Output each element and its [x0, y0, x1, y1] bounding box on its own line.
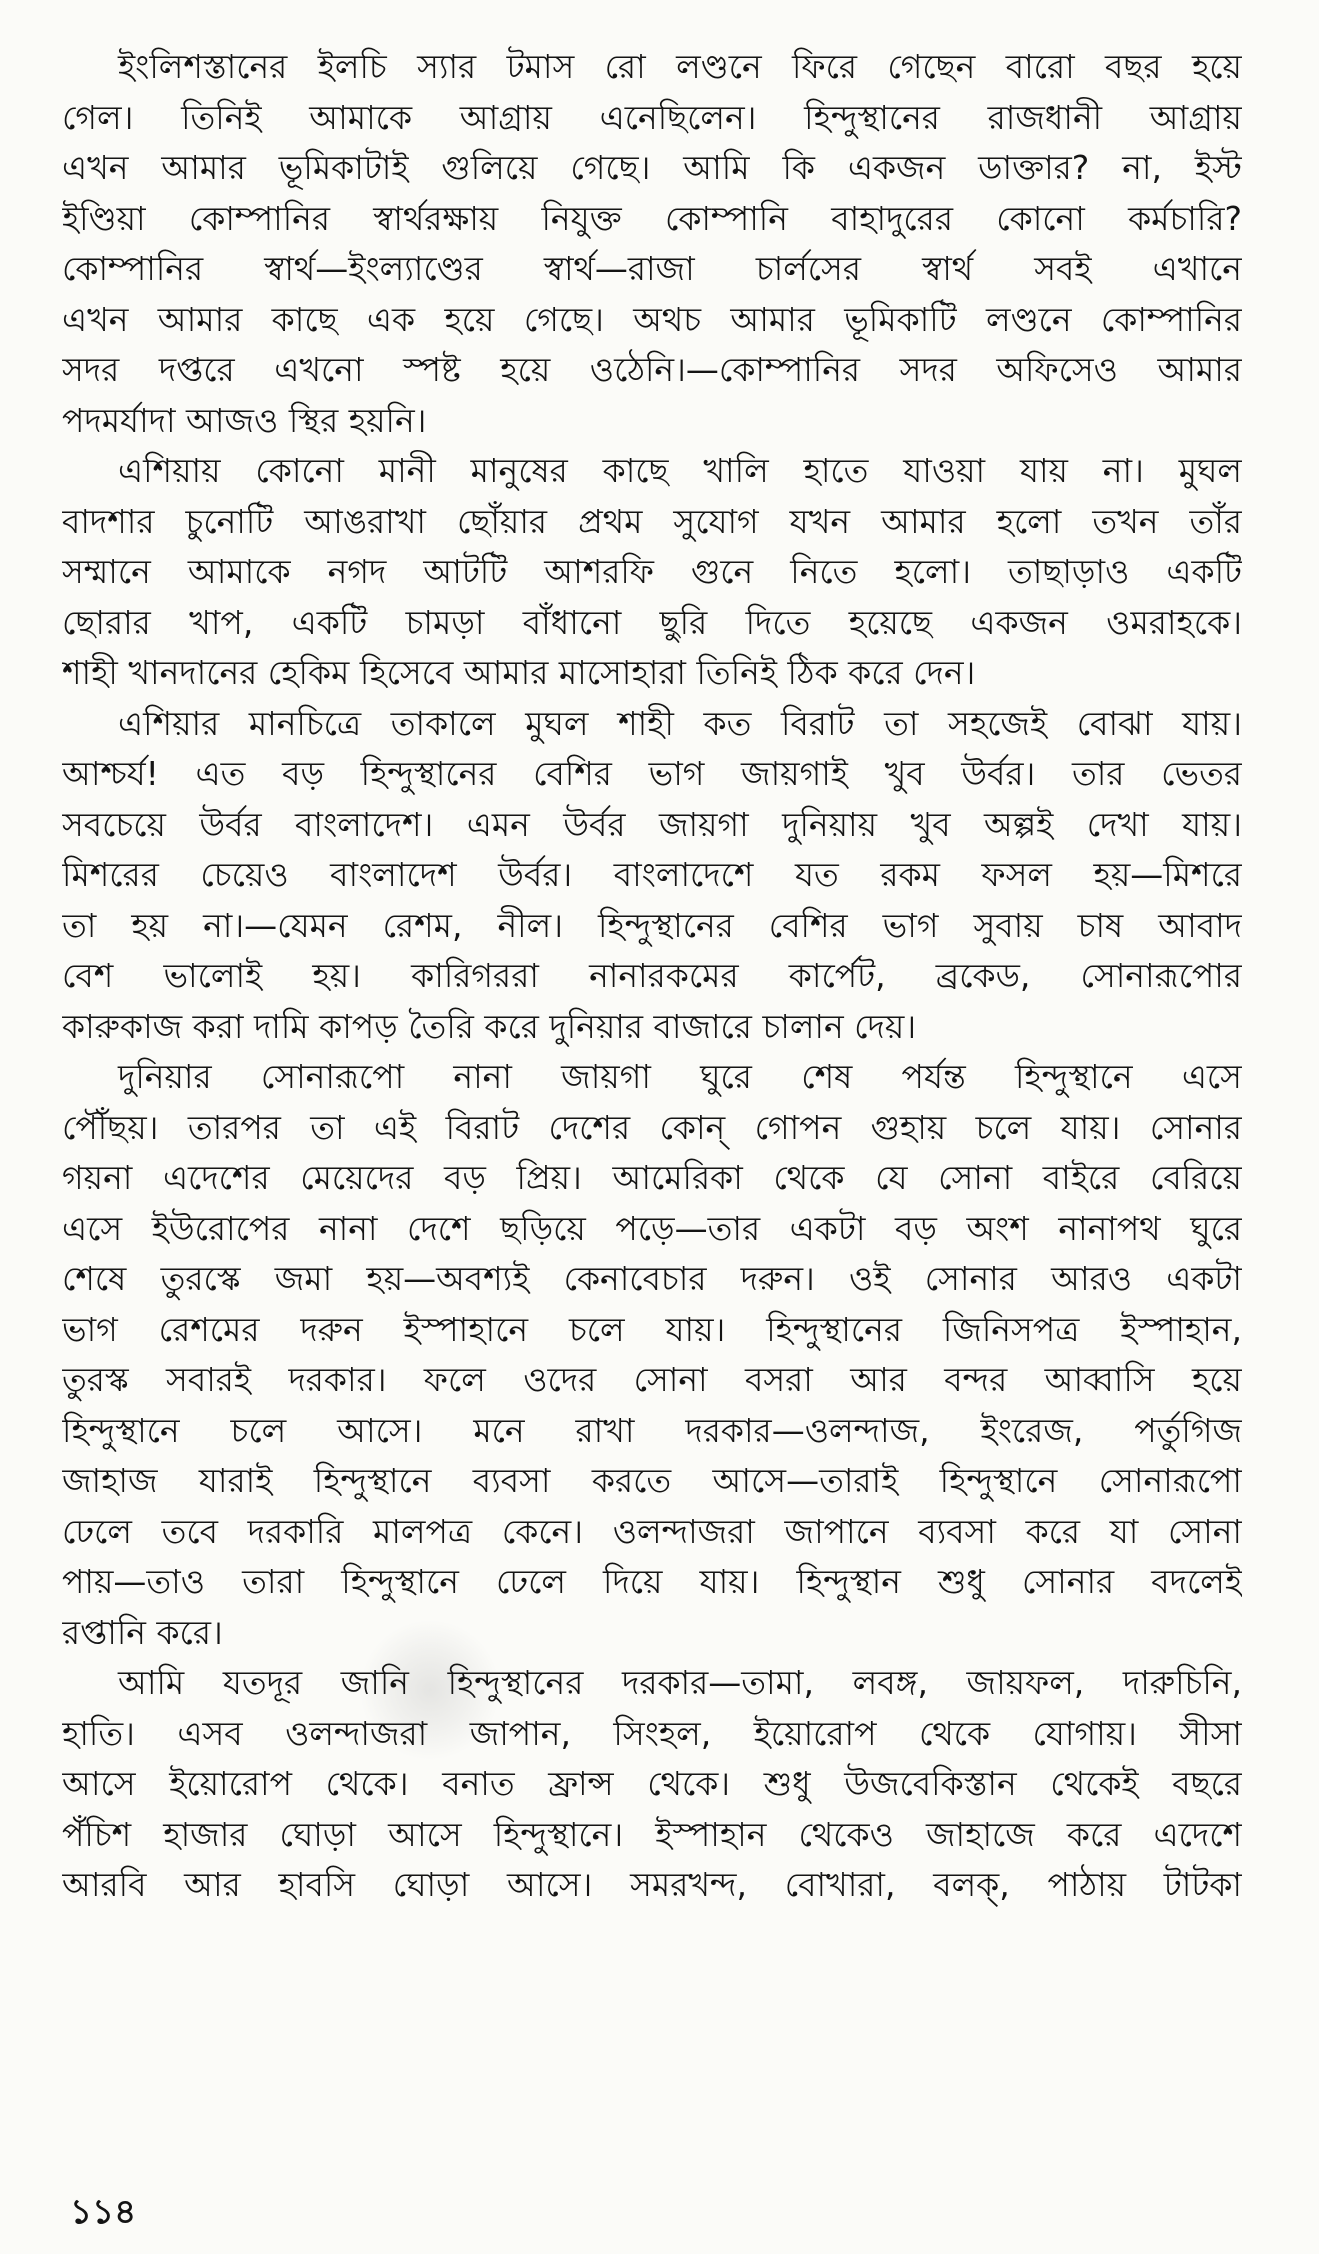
text-line: ছোরার খাপ, একটি চামড়া বাঁধানো ছুরি দিতে হয়েছে একজন ওমরাহকে। [62, 602, 1242, 642]
text-line: পদমর্যাদা আজও স্থির হয়নি। [62, 400, 427, 440]
text-line: এখন আমার ভূমিকাটাই গুলিয়ে গেছে। আমি কি একজন ডাক্তার? না, ইস্ট [62, 148, 1242, 187]
text-line: জাহাজ যারাই হিন্দুস্থানে ব্যবসা করতে আসে—তারাই হিন্দুস্থানে সোনারূপো [62, 1461, 1242, 1500]
text-line: ঢেলে তবে দরকারি মালপত্র কেনে। ওলন্দাজরা জাপানে ব্যবসা করে যা সোনা [62, 1511, 1242, 1551]
text-line: তা হয় না।—যেমন রেশম, নীল। হিন্দুস্থানের বেশির ভাগ সুবায় চাষ আবাদ [62, 905, 1242, 945]
text-line: পঁচিশ হাজার ঘোড়া আসে হিন্দুস্থানে। ইস্পাহান থেকেও জাহাজে করে এদেশে [62, 1814, 1242, 1854]
text-line: কারুকাজ করা দামি কাপড় তৈরি করে দুনিয়ার বাজারে চালান দেয়। [62, 1006, 917, 1046]
text-line: সম্মানে আমাকে নগদ আটটি আশরফি গুনে নিতে হলো। তাছাড়াও একটি [62, 552, 1242, 591]
text-line: এসে ইউরোপের নানা দেশে ছড়িয়ে পড়ে—তার একটা বড় অংশ নানাপথ ঘুরে [62, 1208, 1242, 1248]
text-line: কোম্পানির স্বার্থ—ইংল্যাণ্ডের স্বার্থ—রাজা চার্লসের স্বার্থ সবই এখানে [62, 249, 1242, 288]
text-line: এশিয়ায় কোনো মানী মানুষের কাছে খালি হাতে যাওয়া যায় না। মুঘল [118, 451, 1242, 490]
text-line: হিন্দুস্থানে চলে আসে। মনে রাখা দরকার—ওলন্দাজ, ইংরেজ, পর্তুগিজ [62, 1410, 1242, 1450]
paragraph-3 [62, 699, 1242, 1053]
text-line: পৌঁছয়। তারপর তা এই বিরাট দেশের কোন্ গোপন গুহায় চলে যায়। সোনার [62, 1107, 1242, 1147]
page-body-text [62, 42, 1242, 1911]
paragraph-2 [62, 446, 1242, 699]
text-line: আসে ইয়োরোপ থেকে। বনাত ফ্রান্স থেকে। শুধু উজবেকিস্তান থেকেই বছরে [62, 1764, 1242, 1803]
text-line: ভাগ রেশমের দরুন ইস্পাহানে চলে যায়। হিন্দুস্থানের জিনিসপত্র ইস্পাহান, [62, 1309, 1242, 1349]
text-line: হাতি। এসব ওলন্দাজরা জাপান, সিংহল, ইয়োরোপ থেকে যোগায়। সীসা [62, 1713, 1242, 1753]
text-line: এশিয়ার মানচিত্রে তাকালে মুঘল শাহী কত বিরাট তা সহজেই বোঝা যায়। [118, 703, 1242, 743]
text-line: আমি যতদূর জানি হিন্দুস্থানের দরকার—তামা, লবঙ্গ, জায়ফল, দারুচিনি, [118, 1663, 1242, 1702]
text-line: বেশ ভালোই হয়। কারিগররা নানারকমের কার্পেট, ব্রকেড, সোনারূপোর [62, 956, 1242, 995]
text-line: বাদশার চুনোটি আঙরাখা ছোঁয়ার প্রথম সুযোগ যখন আমার হলো তখন তাঁর [62, 501, 1242, 541]
text-line: আরবি আর হাবসি ঘোড়া আসে। সমরখন্দ, বোখারা, বলক্, পাঠায় টাটকা [62, 1865, 1242, 1904]
text-line: পায়—তাও তারা হিন্দুস্থানে ঢেলে দিয়ে যায়। হিন্দুস্থান শুধু সোনার বদলেই [62, 1562, 1242, 1601]
text-line: ইণ্ডিয়া কোম্পানির স্বার্থরক্ষায় নিযুক্ত কোম্পানি বাহাদুরের কোনো কর্মচারি? [62, 198, 1242, 238]
text-line: রপ্তানি করে। [62, 1612, 223, 1652]
text-line: দুনিয়ার সোনারূপো নানা জায়গা ঘুরে শেষ পর্যন্ত হিন্দুস্থানে এসে [118, 1057, 1242, 1096]
text-line: তুরস্ক সবারই দরকার। ফলে ওদের সোনা বসরা আর বন্দর আব্বাসি হয়ে [62, 1360, 1242, 1399]
text-line: সদর দপ্তরে এখনো স্পষ্ট হয়ে ওঠেনি।—কোম্পানির সদর অফিসেও আমার [62, 350, 1242, 389]
text-line: শাহী খানদানের হেকিম হিসেবে আমার মাসোহারা তিনিই ঠিক করে দেন। [62, 653, 976, 692]
paragraph-5 [62, 1658, 1242, 1911]
text-line: গয়না এদেশের মেয়েদের বড় প্রিয়। আমেরিকা থেকে যে সোনা বাইরে বেরিয়ে [62, 1158, 1242, 1197]
text-line: সবচেয়ে উর্বর বাংলাদেশ। এমন উর্বর জায়গা দুনিয়ায় খুব অল্পই দেখা যায়। [62, 804, 1242, 844]
text-line: শেষে তুরস্কে জমা হয়—অবশ্যই কেনাবেচার দরুন। ওই সোনার আরও একটা [62, 1259, 1242, 1298]
page-number: ১১৪ [70, 2192, 137, 2232]
paragraph-1 [62, 42, 1242, 446]
text-line: গেল। তিনিই আমাকে আগ্রায় এনেছিলেন। হিন্দুস্থানের রাজধানী আগ্রায় [62, 97, 1242, 137]
text-line: আশ্চর্য! এত বড় হিন্দুস্থানের বেশির ভাগ জায়গাই খুব উর্বর। তার ভেতর [62, 754, 1242, 793]
text-line: ইংলিশস্তানের ইলচি স্যার টমাস রো লণ্ডনে ফিরে গেছেন বারো বছর হয়ে [118, 47, 1242, 86]
paragraph-4 [62, 1052, 1242, 1658]
text-line: এখন আমার কাছে এক হয়ে গেছে। অথচ আমার ভূমিকাটি লণ্ডনে কোম্পানির [62, 299, 1242, 339]
text-line: মিশরের চেয়েও বাংলাদেশ উর্বর। বাংলাদেশে যত রকম ফসল হয়—মিশরে [62, 855, 1242, 894]
